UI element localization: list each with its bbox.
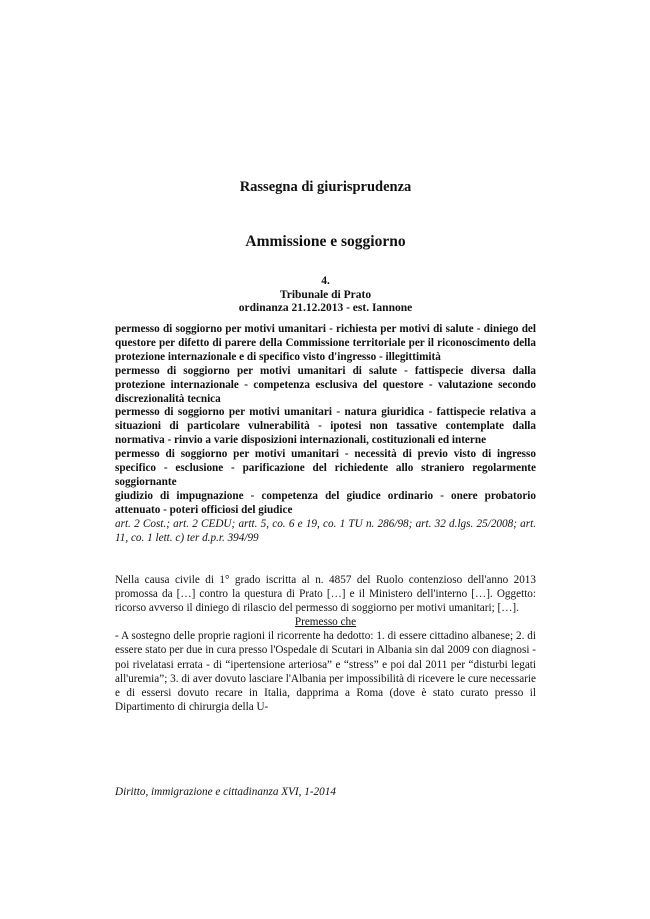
keywords-block bbox=[115, 323, 536, 546]
case-header bbox=[115, 275, 536, 316]
body-paragraph: - A sostegno delle proprie ragioni il ricorrente ha dedotto: 1. di essere cittadino albanese; 2. di essere stato per due in cura presso l'Ospedale di Scutari in Albania sin dal 2009 con diagnosi - poi rivelatasi errata - di “ipertensione arteriosa” e “stress” e poi dal 2011 per “disturbi legati all'uremia”; 3. di aver dovuto lasciare l'Albania per impossibilità di ricevere le cure necessarie e di essersi dovuto recare in Italia, dapprima a Roma (dove è stato curato presso il Dipartimento di chirurgia della U- bbox=[115, 630, 536, 713]
premesso-heading: Premesso che bbox=[294, 616, 357, 629]
subtitle: Ammissione e soggiorno bbox=[245, 233, 406, 250]
case-court: Tribunale di Prato bbox=[279, 288, 372, 301]
page-footer: Diritto, immigrazione e cittadinanza XVI, 1-2014 bbox=[115, 786, 336, 798]
section-title: Rassegna di giurisprudenza bbox=[239, 179, 412, 195]
case-order: ordinanza 21.12.2013 - est. Iannone bbox=[238, 302, 413, 315]
intro-paragraph: Nella causa civile di 1° grado iscritta al n. 4857 del Ruolo contenzioso dell'anno 2013 promossa da […] contro la questura di Prato […] e il Ministero dell'interno […]. Oggetto: ricorso avverso il diniego di rilascio del permesso di soggiorno per motivi umanitari; […]. bbox=[115, 574, 536, 615]
keyword-entry: giudizio di impugnazione - competenza del giudice ordinario - onere probatorio attenuato - poteri officiosi del giudice bbox=[115, 489, 536, 516]
keyword-entry: permesso di soggiorno per motivi umanitari - richiesta per motivi di salute - diniego del questore per difetto di parere della Commissione territoriale per il riconoscimento della protezione internazionale e di specifico visto d'ingresso - illegittimità bbox=[115, 323, 536, 363]
case-number: 4. bbox=[321, 275, 330, 287]
body-text bbox=[115, 573, 536, 714]
keyword-entry: permesso di soggiorno per motivi umanitari - natura giuridica - fattispecie relativa a situazioni di particolare vulnerabilità - ipotesi non tassative contemplate dalla normativa - rinvio a varie disposizioni internazionali, costituzionali ed interne bbox=[115, 406, 536, 447]
legal-references: art. 2 Cost.; art. 2 CEDU; artt. 5, co. 6 e 19, co. 1 TU n. 286/98; art. 32 d.lgs. 25/2008; art. 11, co. 1 lett. c) ter d.p.r. 394/99 bbox=[115, 517, 536, 544]
keyword-entry: permesso di soggiorno per motivi umanitari di salute - fattispecie diversa dalla protezione internazionale - competenza esclusiva del questore - valutazione secondo discrezionalità tecnica bbox=[115, 364, 536, 405]
keyword-entry: permesso di soggiorno per motivi umanitari - necessità di previo visto di ingresso specifico - esclusione - parificazione del richiedente allo straniero regolarmente soggiornante bbox=[115, 448, 536, 488]
